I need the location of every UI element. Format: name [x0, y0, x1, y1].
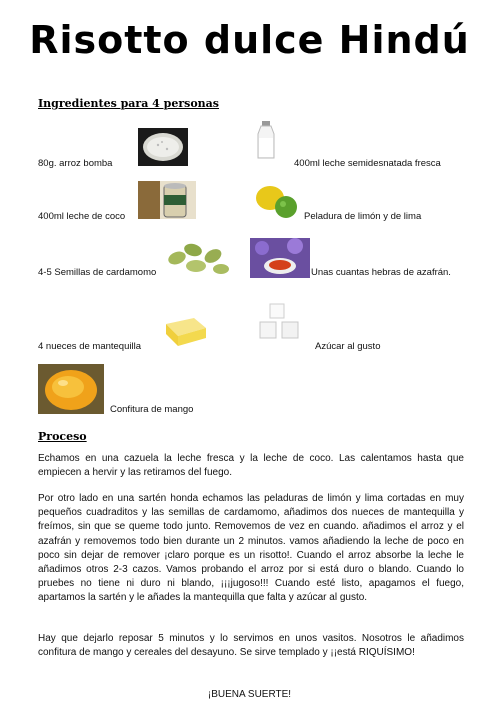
ingredient-cardamom: 4-5 Semillas de cardamomo [38, 267, 157, 278]
milk-bottle-photo [253, 120, 279, 160]
butter-photo [160, 310, 210, 348]
mango-jam-photo [38, 364, 104, 414]
recipe-title: Risotto dulce Hindú [29, 18, 470, 62]
rice-photo [138, 128, 188, 166]
coconut-milk-can-photo [138, 181, 196, 219]
cardamom-photo [163, 236, 233, 278]
ingredient-fresh-milk: 400ml leche semidesnatada fresca [294, 158, 441, 169]
process-paragraph-2: Por otro lado en una sartén honda echamos las peladuras de limón y lima cortadas en muy pequeños cuadraditos y las semillas de cardamomo, añadimos dos nueces de mantequilla y freímos, sin que se queme todo junto. Removemos de vez en cuando. añadimos el arroz y el azafrán y removemos todo bien durante un 2 minutos. vamos añadiendo la leche de poco en poco sin dejar de remover ¡claro porque es un risotto!. Cuando el arroz absorbe la leche le añadimos otros 2-3 cazos. Vamos probando el arroz por si está duro o blando. Cuando lo pruebes no tiene ni duro ni blando, ¡¡¡jugoso!!! Cuando esté listo, apagamos el fuego, apartamos la sartén y le añades la mantequilla que falta y azúcar al gusto. [38, 493, 464, 604]
saffron-photo [250, 238, 310, 278]
ingredient-sugar: Azúcar al gusto [315, 341, 381, 352]
ingredient-saffron: Unas cuantas hebras de azafrán. [311, 267, 451, 278]
lemon-lime-photo [250, 180, 300, 220]
ingredient-coconut-milk: 400ml leche de coco [38, 211, 126, 222]
ingredient-rice: 80g. arroz bomba [38, 158, 113, 169]
sugar-cubes-photo [256, 302, 306, 346]
process-paragraph-3: Hay que dejarlo reposar 5 minutos y lo servimos en unos vasitos. Nosotros le añadimos confitura de mango y cereales del desayuno. Se sirve templado y ¡¡está RIQUÍSIMO! [38, 633, 464, 659]
ingredient-butter: 4 nueces de mantequilla [38, 341, 141, 352]
process-heading: Proceso [38, 430, 87, 443]
ingredients-heading: Ingredientes para 4 personas [38, 97, 219, 110]
ingredient-mango-jam: Confitura de mango [110, 404, 194, 415]
process-paragraph-1: Echamos en una cazuela la leche fresca y la leche de coco. Las calentamos hasta que empiecen a hervir y las retiramos del fuego. [38, 453, 464, 479]
ingredient-lemon-lime-peel: Peladura de limón y de lima [304, 211, 422, 222]
closing-message: ¡BUENA SUERTE! [207, 689, 292, 700]
